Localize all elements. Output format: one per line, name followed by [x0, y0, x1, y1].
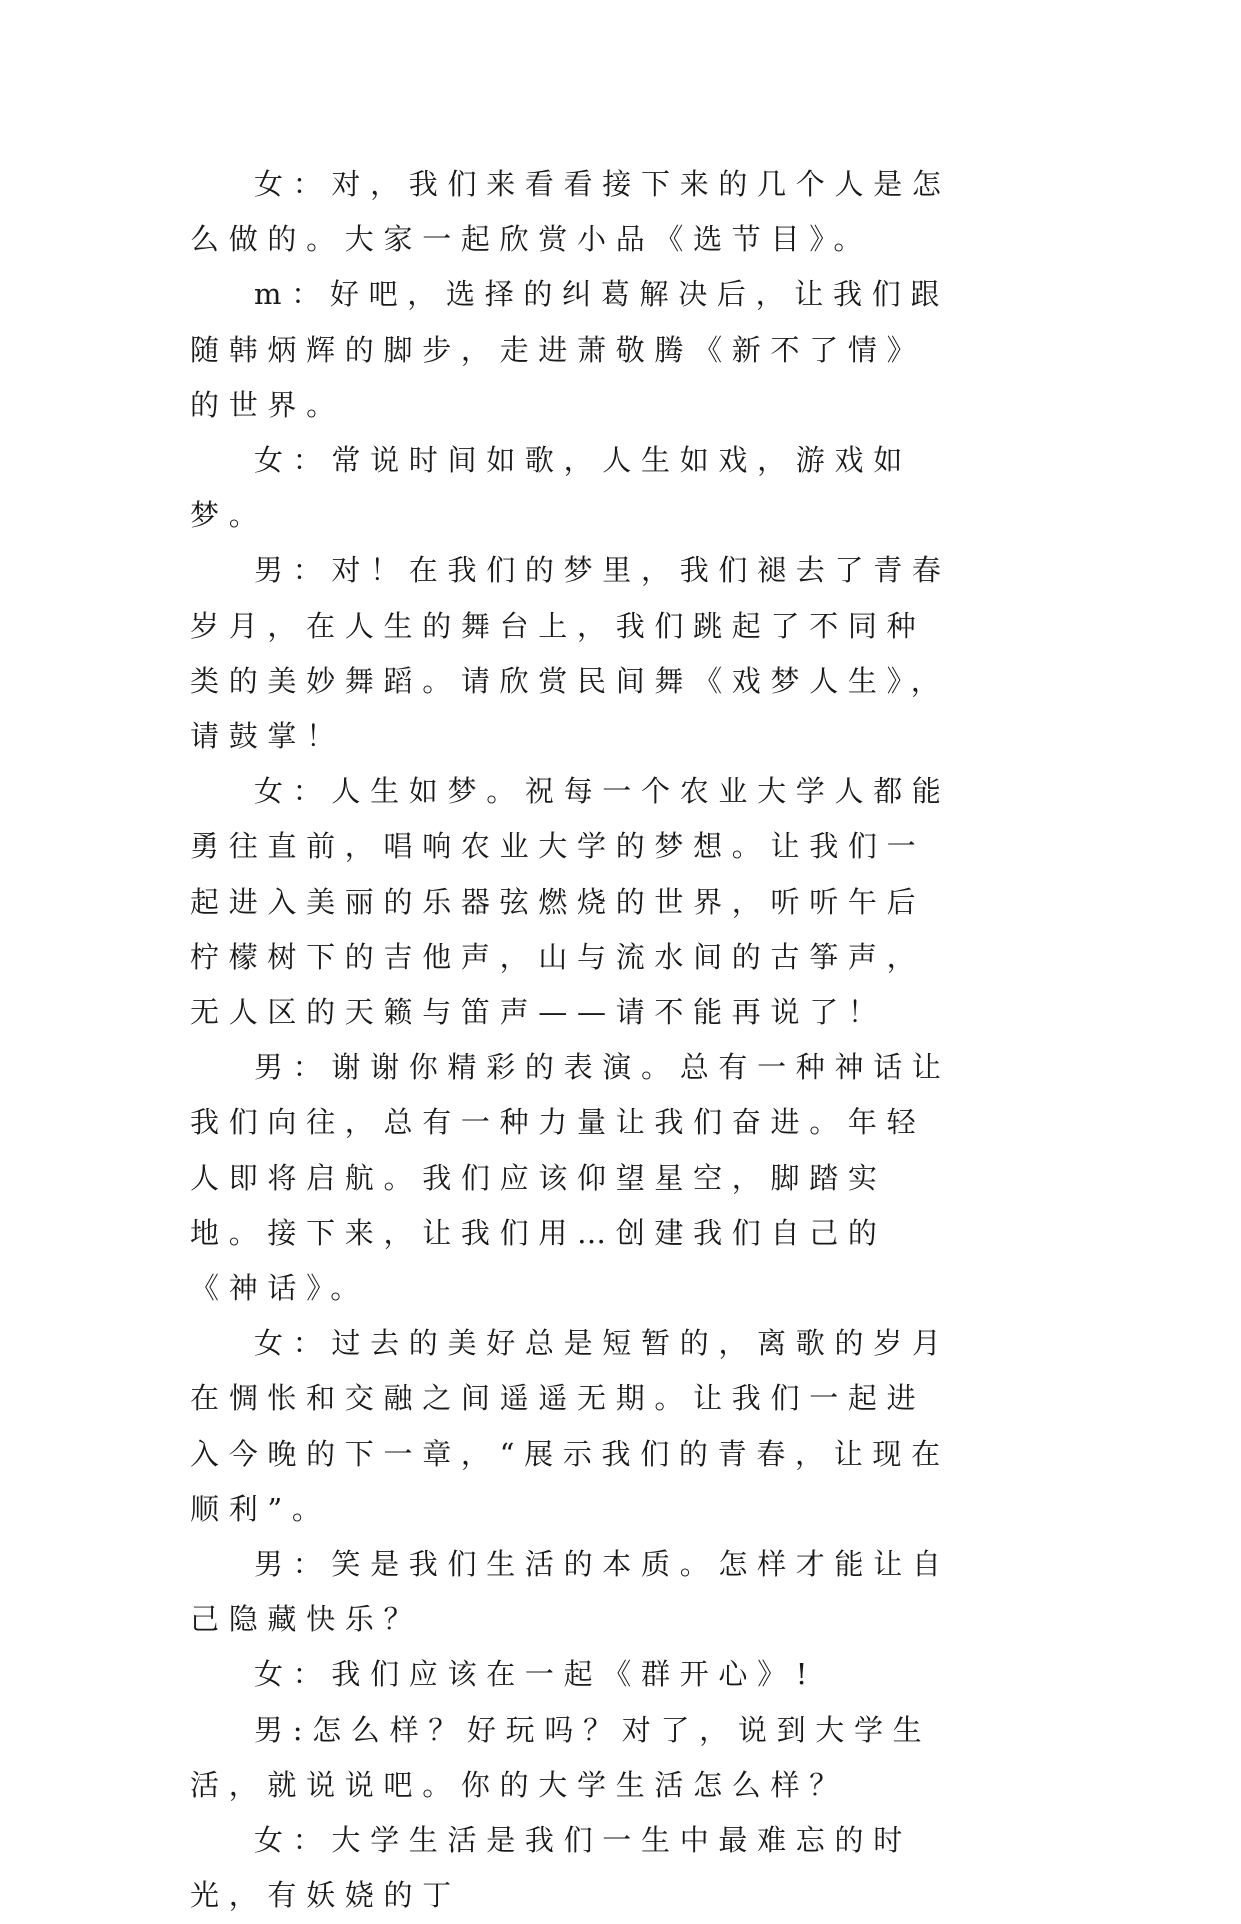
- dialogue-paragraph: m：好吧，选择的纠葛解决后，让我们跟随韩炳辉的脚步，走进萧敬腾《新不了情》的世界。: [190, 277, 950, 422]
- dialogue-paragraph: 女：对，我们来看看接下来的几个人是怎么做的。大家一起欣赏小品《选节目》。: [190, 167, 951, 257]
- dialogue-paragraph: 男：谢谢你精彩的表演。总有一种神话让我们向往，总有一种力量让我们奋进。年轻人即将启航。我们应该仰望星空，脚踏实地。接下来，让我们用…创建我们自己的《神话》。: [190, 1050, 951, 1306]
- dialogue-paragraph: 男：笑是我们生活的本质。怎样才能让自己隐藏快乐？: [190, 1547, 951, 1637]
- dialogue-paragraph: 女：常说时间如歌，人生如戏，游戏如梦。: [190, 443, 912, 533]
- dialogue-paragraph: 女：大学生活是我们一生中最难忘的时光，有妖娆的丁: [190, 1823, 912, 1913]
- dialogue-paragraph: 女：过去的美好总是短暂的，离歌的岁月在惆怅和交融之间遥遥无期。让我们一起进入今晚的下一章，“展示我们的青春，让现在顺利”。: [190, 1326, 951, 1526]
- dialogue-paragraph: 女：我们应该在一起《群开心》!: [254, 1657, 818, 1692]
- dialogue-paragraph: 男:怎么样？好玩吗？对了，说到大学生活，就说说吧。你的大学生活怎么样？: [190, 1712, 932, 1802]
- dialogue-paragraph: 男：对！在我们的梦里，我们褪去了青春岁月，在人生的舞台上，我们跳起了不同种类的美妙舞蹈。请欣赏民间舞《戏梦人生》，请鼓掌！: [190, 553, 951, 754]
- dialogue-paragraph: 女：人生如梦。祝每一个农业大学人都能勇往直前，唱响农业大学的梦想。让我们一起进入美丽的乐器弦燃烧的世界，听听午后柠檬树下的吉他声，山与流水间的古筝声，无人区的天籁与笛声——请不能再说了！: [190, 774, 951, 1030]
- document-body: [190, 157, 963, 1924]
